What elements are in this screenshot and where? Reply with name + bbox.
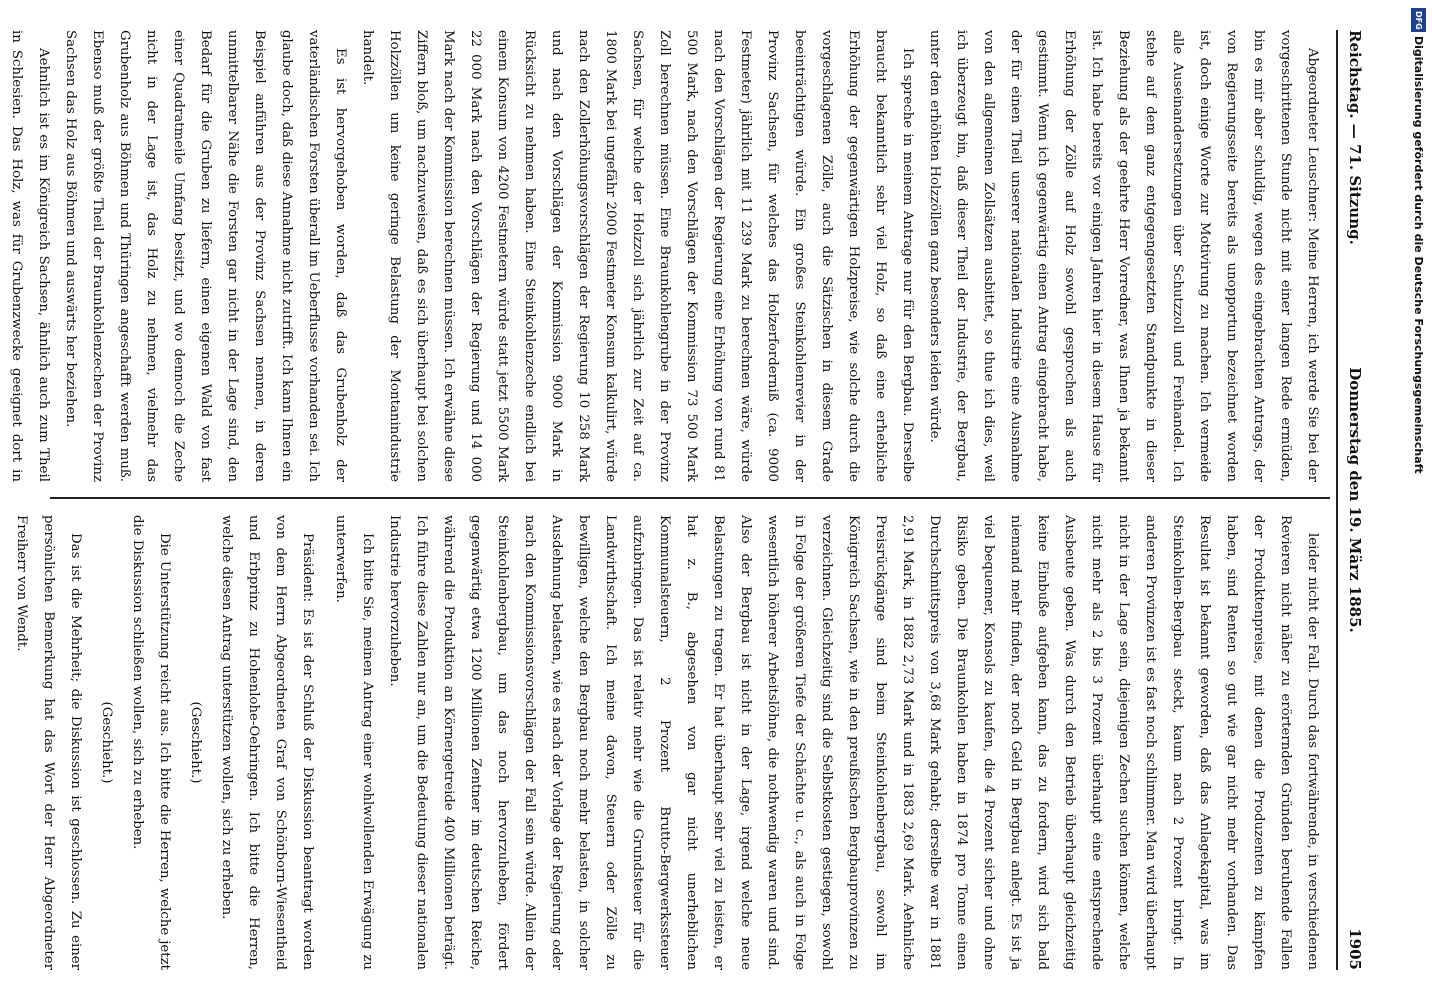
president-statement: Präsident: Es ist der Schluß der Diskussion beantragt worden von dem Herrn Abgeordneten Graf von Schönborn-Wiesentheid und Erbprinz zu Hohenlohe-Oehringen. Ich bitte die Herren, welche diesen Antrag unterstützen wollen, sich zu erheben. [219,515,315,970]
header-date: Donnerstag den 19. März 1885. [1346,367,1364,633]
digitization-sidebar [1405,8,1431,998]
dfg-logo: DFG [1411,8,1426,32]
president-statement: Das ist die Mehrheit; die Diskussion ist geschlossen. Zu einer persönlichen Bemerkung hat das Wort der Herr Abgeordneter Freiherr von Wendt. [14,515,83,970]
header-rule [1336,30,1338,970]
left-paragraph: Ich spreche in meinem Antrage nur für den Bergbau. Derselbe braucht bekanntlich sehr viel Holz, so daß eine erhebliche Erhöhung der gegenwärtigen Holzpreise, wie solche durch die vorgeschlagenen Zölle, auch die Sätzischen in diesem Grade beeinträchtigen würde. Ein großes Steinkohlenrevier in der Provinz Sachsen, für welches das Holzerforderniß (ca. 9000 Festmeter) jährlich mit 11 239 Mark zu berechnen wäre, würde nach den Vorschlägen der Regierung eine Erhöhung von rund 81 500 Mark, nach den Vorschlägen der Kommission 73 500 Mark Zoll berechnen müssen. Eine Braunkohlengrube in der Provinz Sachsen, für welche der Holzzoll sich jährlich zur Zeit auf ca. 1800 Mark bei ungefähr 2000 Festmeter Konsum kalkulirt, würde nach den Zollerhöhungsvorschlägen der Regierung 10 258 Mark und nach den Vorschlägen der Kommission 9000 Mark in Rücksicht zu nehmen haben. Eine Steinkohlenzeche endlich bei einem Konsum von 4200 Festmetern würde statt jetzt 5500 Mark 22 000 Mark nach den Vorschlägen der Regierung und 14 000 Mark nach der Kommission berechnen müssen. Ich erwähne diese Ziffern bloß, um nachzuweisen, daß es sich überhaupt bei solchen Holzzöllen um keine geringe Belastung der Montanindustrie handelt. [360,30,915,482]
column-divider [50,497,1330,499]
header-page-number: 1905 [1346,928,1364,970]
left-paragraph: Abgeordneter Leuschner: Meine Herren, ich werde Sie bei der vorgeschrittenen Stunde nicht mit einer langen Rede ermüden, bin es mir aber schuldig, wegen des eingebrachten Antrags, der von Regierungsseite bereits als unopportun bezeichnet worden ist, doch einige Worte zur Motivirung zu machen. Ich vermeide alle Auseinandersetzungen über Schutzzoll und Freihandel. Ich stehe auf dem ganz entgegengesetzten Standpunkte in dieser Beziehung als der geehrte Herr Vorredner, was Ihnen ja bekannt ist. Ich habe bereits vor einigen Jahren hier in diesem Hause für Erhöhung der Zölle auf Holz sowohl gesprochen als auch gestimmt. Wenn ich gegenwärtig einen Antrag eingebracht habe, der für einen Theil unserer nationalen Industrie eine Ausnahme von den allgemeinen Zollsätzen ausbittet, so thue ich dies, weil ich überzeugt bin, daß dieser Theil der Industrie, der Bergbau, unter den erhöhten Holzzöllen ganz besonders leiden würde. [927,30,1320,482]
left-column [9,30,1326,482]
page-header [1340,30,1370,970]
right-paragraph: Ich bitte Sie, meinen Antrag einer wohlwollenden Erwägung zu unterwerfen. [333,515,375,970]
digitization-credit: Digitalisierung gefördert durch die Deutsche Forschungsgemeinschaft [1412,36,1425,474]
header-session: Reichstag. — 71. Sitzung. [1346,30,1364,245]
left-paragraph: Aehnlich ist es im Königreich Sachsen, ähnlich auch zum Theil in Schlesien. Das Holz, was für Grubenzwecke geeignet dort in [9,30,51,482]
right-column [14,515,1326,970]
stage-note: (Geschieht.) [188,701,203,784]
president-statement: Die Unterstützung reicht aus. Ich bitte die Herren, welche jetzt die Diskussion schließen wollen, sich zu erheben. [130,515,172,970]
wendt-statement [0,515,2,970]
right-paragraph: leider nicht der Fall. Durch das fortwährende, in verschiedenen Revieren nicht näher zu erörternden Gründen beruhende Fallen der Produktenpreise, mit denen die Produzenten zu kämpfen haben, sind Renten so gut wie gar nicht mehr vorhanden. Das Resultat ist bekannt geworden, daß das Anlagekapital, was im Steinkohlen-Bergbau steckt, kaum nach 2 Prozent bringt. In anderen Provinzen ist es fast noch schlimmer. Man wird überhaupt nicht in der Lage sein, diejenigen Zechen suchen können, welche nicht mehr als 2 bis 3 Prozent überhaupt eine entsprechende Ausbeute geben. Was durch den Betrieb überhaupt gleichzeitig keine Einbuße aufgeben kann, das zu fordern, wird sich bald niemand mehr finden, der noch Geld in Bergbau anlegt. Es ist ja viel bequemer, Konsols zu kaufen, die 4 Prozent sicher und ohne Risiko geben. Die Braunkohlen haben in 1874 pro Tonne einen Durchschnittspreis von 3,68 Mark gehabt; derselbe war in 1881 2,91 Mark, in 1882 2,73 Mark und in 1883 2,69 Mark. Aehnliche Preisrückgänge sind beim Steinkohlenbergbau, sowohl im Königreich Sachsen, wie in den preußischen Bergbauprovinzen zu verzeichnen. Gleichzeitig sind die Selbstkosten gestiegen, sowohl in Folge der größeren Tiefe der Schächte u. c., als auch in Folge wesentlich höherer Arbeitslöhne, die nothwendig waren und sind. Also der Bergbau ist nicht in der Lage, irgend welche neue Belastungen zu tragen. Er hat überhaupt sehr viel zu leisten, er hat z. B., abgesehen von gar nicht unerheblichen Kommunalsteuern, 2 Prozent Brutto-Bergwerkssteuer aufzubringen. Das ist relativ mehr wie die Grundsteuer für die Landwirthschaft. Ich meine davon, Steuern oder Zölle zu bewilligen, welche den Bergbau noch mehr belasten, in solcher Ausdehnung belasten, wie es nach der Vorlage der Regierung oder nach den Kommissionsvorschlägen der Fall sein würde. Allein der Steinkohlenbergbau, um das noch hervorzuheben, fördert gegenwärtig etwa 1200 Millionen Zentner im deutschen Reiche, während die Produktion an Körnergetreide 400 Millionen beträgt. Ich führe diese Zahlen nur an, um die Bedeutung dieser nationalen Industrie hervorzuheben. [387,515,1320,970]
left-paragraph: Es ist hervorgehoben worden, daß das Grubenholz der vaterländischen Forsten überall im Ueberflusse vorhanden sei. Ich glaube doch, daß diese Annahme nicht zutrifft. Ich kann Ihnen ein Beispiel anführen aus der Provinz Sachsen nennen, in deren unmittelbarer Nähe die Forsten gar nicht in der Lage sind, den Bedarf für die Gruben zu liefern, einen eigenen Wald von fast einer Quadratmeile Umfang besitzt, und wo dennoch die Zeche nicht in der Lage ist, das Holz zu nehmen, vielmehr das Grubenholz aus Böhmen und Thüringen angeschafft werden muß. Ebenso muß der größte Theil der Braunkohlenzechen der Provinz Sachsen das Holz aus Böhmen und auswärts her beziehen. [63,30,348,482]
stage-note: (Geschieht.) [99,701,114,784]
